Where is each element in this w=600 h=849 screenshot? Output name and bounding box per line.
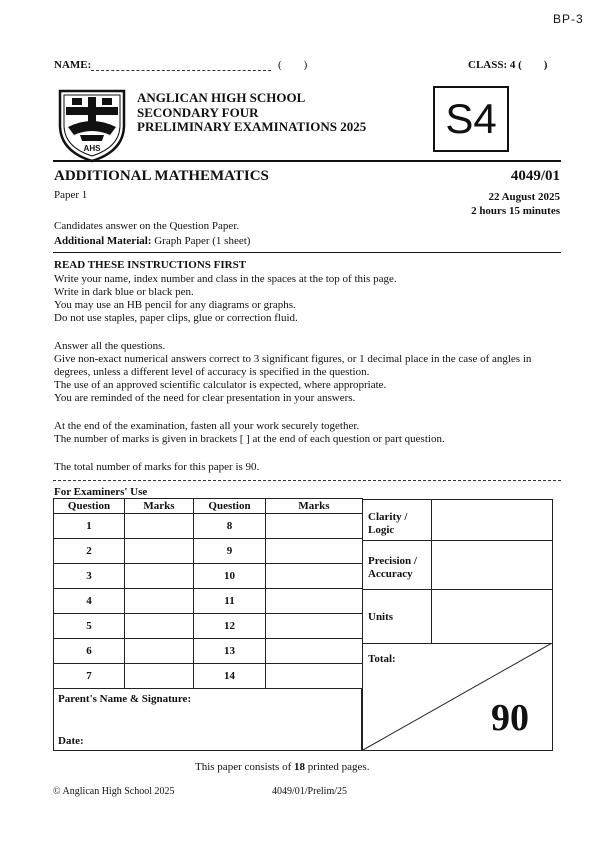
header-question: Question xyxy=(194,499,266,514)
school-heading xyxy=(137,91,366,135)
header-question: Question xyxy=(54,499,125,514)
school-name: ANGLICAN HIGH SCHOOL xyxy=(137,90,306,105)
page-count-post: printed pages. xyxy=(304,761,370,773)
marks-cell[interactable] xyxy=(266,614,363,639)
clarity-logic-label xyxy=(368,511,407,537)
exam-timing xyxy=(471,190,560,218)
header-rule xyxy=(53,160,561,162)
examiners-use-label: For Examiners' Use xyxy=(54,486,148,498)
instructions-block-3 xyxy=(54,420,445,446)
table-row xyxy=(54,664,363,689)
instruction-line: The number of marks is given in brackets [ ] at the end of each question or part question. xyxy=(54,433,445,445)
paper-code: 4049/01 xyxy=(510,168,560,184)
paper-number: Paper 1 xyxy=(54,189,88,201)
page-count-note xyxy=(195,761,369,774)
total-label: Total: xyxy=(368,653,396,665)
criteria-text: Logic xyxy=(368,524,395,536)
question-number: 1 xyxy=(54,514,125,539)
exam-date: 22 August 2025 xyxy=(488,191,560,203)
material-label: Additional Material: xyxy=(54,235,152,247)
dashed-divider xyxy=(53,480,561,481)
marks-cell[interactable] xyxy=(125,589,194,614)
additional-material xyxy=(54,235,250,248)
table-row xyxy=(54,564,363,589)
question-number: 4 xyxy=(54,589,125,614)
criteria-text: Accuracy xyxy=(368,568,413,580)
instructions-title: READ THESE INSTRUCTIONS FIRST xyxy=(54,259,247,271)
page-ref: BP-3 xyxy=(553,12,584,26)
candidates-note: Candidates answer on the Question Paper. xyxy=(54,220,240,232)
marks-cell[interactable] xyxy=(125,639,194,664)
marks-cell[interactable] xyxy=(125,564,194,589)
question-number: 2 xyxy=(54,539,125,564)
exam-title: PRELIMINARY EXAMINATIONS 2025 xyxy=(137,119,367,134)
name-label: NAME: xyxy=(54,59,92,71)
marks-cell[interactable] xyxy=(125,514,194,539)
criteria-text: Precision / xyxy=(368,555,417,567)
instruction-line: Write in dark blue or black pen. xyxy=(54,286,194,298)
date-label: Date: xyxy=(58,735,84,747)
criteria-divider xyxy=(431,500,432,643)
criteria-divider xyxy=(363,540,552,541)
page-count-pre: This paper consists of xyxy=(195,761,294,773)
instruction-line: At the end of the examination, fasten all your work securely together. xyxy=(54,420,360,432)
question-number: 3 xyxy=(54,564,125,589)
class-label: CLASS: 4 ( ) xyxy=(468,59,548,71)
criteria-text: Clarity / xyxy=(368,511,408,523)
instructions-block-2 xyxy=(54,340,531,405)
school-crest-icon xyxy=(52,85,132,165)
level-box: S4 xyxy=(433,86,509,152)
copyright: © Anglican High School 2025 xyxy=(53,786,175,797)
marks-cell[interactable] xyxy=(266,564,363,589)
svg-text:AHS: AHS xyxy=(83,144,101,153)
marks-cell[interactable] xyxy=(266,539,363,564)
table-row xyxy=(54,639,363,664)
question-number: 13 xyxy=(194,639,266,664)
marks-cell[interactable] xyxy=(125,539,194,564)
question-number: 10 xyxy=(194,564,266,589)
criteria-block xyxy=(362,499,553,751)
question-number: 14 xyxy=(194,664,266,689)
material-value: Graph Paper (1 sheet) xyxy=(154,235,251,247)
marks-cell[interactable] xyxy=(266,639,363,664)
marks-cell[interactable] xyxy=(125,614,194,639)
marks-table xyxy=(53,498,363,689)
question-number: 7 xyxy=(54,664,125,689)
exam-duration: 2 hours 15 minutes xyxy=(471,205,560,217)
instruction-line: You are reminded of the need for clear presentation in your answers. xyxy=(54,392,356,404)
question-number: 8 xyxy=(194,514,266,539)
instruction-line: Write your name, index number and class in the spaces at the top of this page. xyxy=(54,273,397,285)
marks-cell[interactable] xyxy=(266,664,363,689)
instruction-line: degrees, unless a different level of accuracy is specified in the question. xyxy=(54,366,370,378)
instruction-line: Give non-exact numerical answers correct to 3 significant figures, or 1 decimal place in the case of angles in xyxy=(54,353,532,365)
question-number: 12 xyxy=(194,614,266,639)
page-count: 18 xyxy=(293,761,305,773)
name-field[interactable] xyxy=(91,70,271,71)
subject-title: ADDITIONAL MATHEMATICS xyxy=(54,168,269,184)
table-row xyxy=(54,589,363,614)
footer-code: 4049/01/Prelim/25 xyxy=(272,786,347,797)
marks-cell[interactable] xyxy=(266,589,363,614)
header-marks: Marks xyxy=(125,499,194,514)
parent-signature-box[interactable] xyxy=(53,689,362,751)
marks-cell[interactable] xyxy=(125,664,194,689)
marks-cell[interactable] xyxy=(266,514,363,539)
question-number: 5 xyxy=(54,614,125,639)
table-row xyxy=(54,514,363,539)
instruction-line: You may use an HB pencil for any diagrams or graphs. xyxy=(54,299,296,311)
question-number: 9 xyxy=(194,539,266,564)
table-row xyxy=(54,539,363,564)
instructions-rule xyxy=(53,252,561,253)
instructions-block-1 xyxy=(54,273,397,325)
instruction-line: Answer all the questions. xyxy=(54,340,166,352)
precision-accuracy-label xyxy=(368,555,417,581)
table-row xyxy=(54,614,363,639)
question-number: 6 xyxy=(54,639,125,664)
units-label: Units xyxy=(368,611,394,623)
criteria-divider xyxy=(363,589,552,590)
instruction-line: The use of an approved scientific calculator is expected, where appropriate. xyxy=(54,379,387,391)
parent-signature-label: Parent's Name & Signature: xyxy=(58,693,192,705)
question-number: 11 xyxy=(194,589,266,614)
total-score: 90 xyxy=(491,697,529,739)
instruction-line: Do not use staples, paper clips, glue or correction fluid. xyxy=(54,312,298,324)
total-marks-note: The total number of marks for this paper is 90. xyxy=(54,461,260,473)
index-paren: ( ) xyxy=(278,59,308,71)
header-marks: Marks xyxy=(266,499,363,514)
exam-level: SECONDARY FOUR xyxy=(137,104,259,120)
